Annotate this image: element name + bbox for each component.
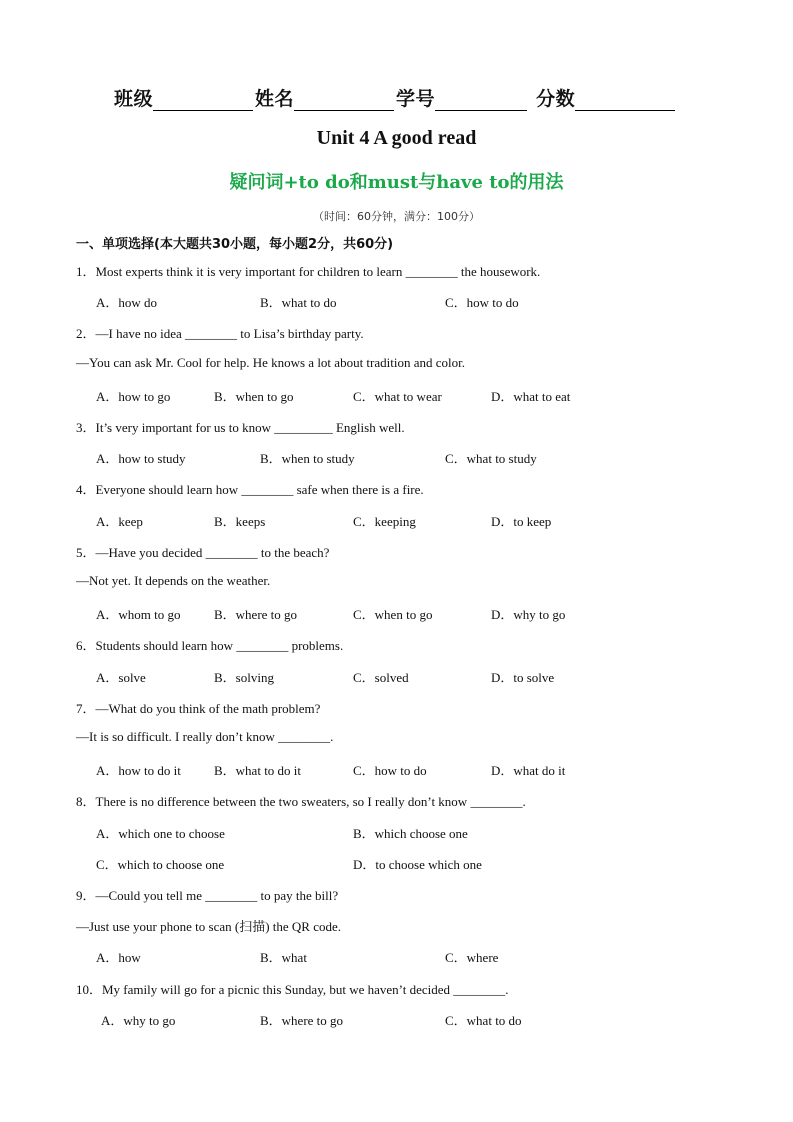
option: C．when to go [353,607,433,622]
option: C．what to study [445,451,537,466]
question-stem-line: —Not yet. It depends on the weather. [76,573,271,588]
option: A．how do [96,295,158,310]
student-info-line [114,84,677,111]
option: B．what to do it [214,763,302,778]
option: D．why to go [491,607,566,622]
option: B．when to study [260,451,355,466]
option: A．why to go [101,1013,176,1028]
option: A．how [96,950,141,965]
name-blank [294,90,394,111]
question-stem: 10．My family will go for a picnic this Sunday, but we haven’t decided ________. [76,982,509,997]
option: B．where to go [260,1013,344,1028]
question-stem: 1．Most experts think it is very important for children to learn ________ the housework. [76,264,541,279]
question-stem: 6．Students should learn how ________ problems. [76,638,344,653]
name-label: 姓名 [255,88,295,110]
option: D．what to eat [491,389,571,404]
section-heading: 一、单项选择(本大题共30小题，每小题2分，共60分) [76,237,394,252]
option: C．where [445,950,499,965]
question-stem-line: —It is so difficult. I really don’t know ________. [76,729,334,744]
page-subtitle: 疑问词+to do和must与have to的用法 [229,172,564,193]
option: A．keep [96,514,143,529]
id-label: 学号 [396,88,436,110]
option: C．what to wear [353,389,442,404]
option: B．where to go [214,607,298,622]
option: D．what do it [491,763,566,778]
option: C．which to choose one [96,857,225,872]
question-stem: 5．—Have you decided ________ to the beach? [76,545,330,560]
option: D．to choose which one [353,857,482,872]
question-stem: 2．—I have no idea ________ to Lisa’s birthday party. [76,326,364,341]
option: D．to keep [491,514,552,529]
id-blank [435,90,527,111]
page-title: Unit 4 A good read [316,127,477,149]
option: A．whom to go [96,607,181,622]
option: B．what [260,950,307,965]
option: A．which one to choose [96,826,225,841]
score-blank [575,90,675,111]
option: A．solve [96,670,146,685]
option: B．when to go [214,389,294,404]
option: C．what to do [445,1013,522,1028]
option: C．how to do [445,295,519,310]
class-label: 班级 [114,88,154,110]
option: B．solving [214,670,274,685]
exam-meta: （时间：60分钟，满分：100分） [313,210,480,223]
question-stem: 4．Everyone should learn how ________ safe when there is a fire. [76,482,424,497]
option: D．to solve [491,670,555,685]
question-stem-line: —Just use your phone to scan (扫描) the QR code. [76,919,342,934]
option: C．keeping [353,514,416,529]
option: B．what to do [260,295,337,310]
question-stem: 9．—Could you tell me ________ to pay the bill? [76,888,339,903]
question-stem: 8．There is no difference between the two sweaters, so I really don’t know ________. [76,794,526,809]
option: B．which choose one [353,826,468,841]
option: C．how to do [353,763,427,778]
question-stem-line: —You can ask Mr. Cool for help. He knows a lot about tradition and color. [76,355,465,370]
class-blank [153,90,253,111]
option: A．how to go [96,389,171,404]
option: C．solved [353,670,409,685]
question-stem: 7．—What do you think of the math problem? [76,701,321,716]
option: B．keeps [214,514,266,529]
question-stem: 3．It’s very important for us to know _________ English well. [76,420,405,435]
score-label: 分数 [536,88,576,110]
option: A．how to study [96,451,186,466]
option: A．how to do it [96,763,181,778]
